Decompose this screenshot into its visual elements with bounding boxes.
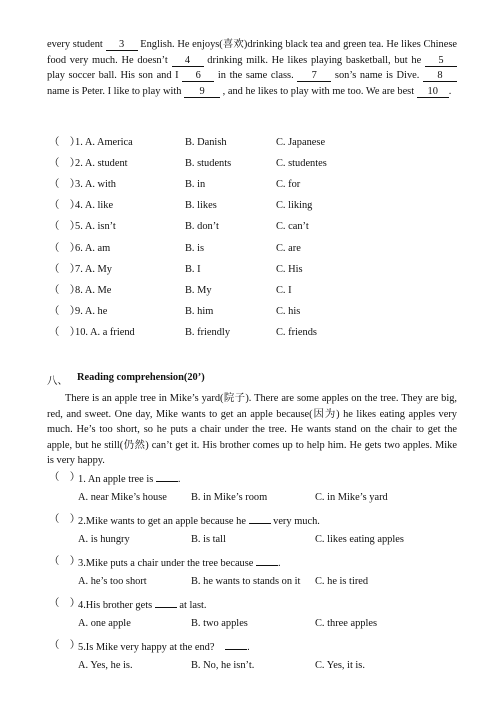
option-c: C. in Mike’s yard: [315, 492, 388, 503]
reading-passage: There is an apple tree in Mike’s yard(院子). There are some apples on the tree. They are big, red, and sweet. One day, Mike wants to get an apple because(因为) he likes eating apples very much. He’s too short, so he puts a chair under the tree. He wants stand on the chair to get the apple, but he still(仍然) can’t get it. His brother comes up to help him. He gets two apples. Mike is very happy.: [47, 393, 457, 467]
option-b: B. Danish: [185, 137, 227, 148]
passage-text: , and he likes to play with me too. We are best: [220, 85, 417, 97]
question-text: 1. An apple tree is: [78, 474, 156, 485]
passage-text: every student: [47, 39, 106, 50]
question-text: 3.Mike puts a chair under the tree because: [78, 558, 257, 569]
passage-text: son’s name is Dive.: [331, 70, 423, 81]
choice-question-row: [0, 263, 500, 277]
option-b: B. My: [185, 285, 212, 296]
option-a: 2. A. student: [75, 158, 128, 169]
option-b: B. two apples: [191, 618, 248, 629]
passage-text: drinking milk. He likes playing basketball, but he: [203, 54, 425, 66]
option-b: B. him: [185, 306, 214, 317]
option-a: 5. A. isn’t: [75, 221, 116, 232]
option-a: A. near Mike’s house: [78, 492, 167, 503]
blank-9: 9: [184, 86, 220, 98]
answer-parenthesis[interactable]: （ ）: [49, 179, 81, 190]
choice-question-row: [0, 157, 500, 171]
option-c: C. friends: [276, 327, 317, 338]
blank-3: 3: [106, 39, 138, 51]
option-b: B. likes: [185, 200, 217, 211]
choice-question-row: [0, 178, 500, 192]
option-b: B. I: [185, 264, 201, 275]
answer-parenthesis[interactable]: （ ）: [49, 137, 81, 148]
answer-parenthesis[interactable]: （ ）: [49, 640, 81, 651]
blank-4: 4: [172, 55, 204, 67]
question-blank[interactable]: [156, 471, 178, 482]
blank-5: 5: [425, 55, 457, 67]
choice-question-row: [0, 199, 500, 213]
answer-parenthesis[interactable]: （ ）: [49, 556, 81, 567]
blank-8: 8: [423, 70, 457, 82]
blank-10: 10: [417, 86, 449, 98]
reading-options: [0, 659, 500, 673]
option-a: 3. A. with: [75, 179, 116, 190]
blank-6: 6: [182, 70, 214, 82]
reading-options: [0, 533, 500, 547]
option-c: C. Yes, it is.: [315, 660, 365, 671]
option-b: B. students: [185, 158, 232, 169]
option-b: B. friendly: [185, 327, 231, 338]
passage-text: name is Peter. I like to play with: [47, 85, 185, 97]
answer-parenthesis[interactable]: （ ）: [49, 221, 81, 232]
question-text: 2.Mike wants to get an apple because he: [78, 516, 249, 527]
option-c: C. he is tired: [315, 576, 369, 587]
question-blank[interactable]: [249, 513, 271, 524]
passage-text: English. He enjoys(喜欢)drinking black tea and green tea. He likes Chinese food very much. He doesn’t: [47, 39, 457, 66]
choice-question-row: [0, 136, 500, 150]
option-b: B. No, he isn’t.: [191, 660, 255, 671]
passage-text: play soccer ball. His son and I: [47, 70, 183, 81]
answer-parenthesis[interactable]: （ ）: [49, 158, 81, 169]
passage-text: in the same class.: [214, 70, 298, 81]
option-b: B. is tall: [191, 534, 226, 545]
option-a: 6. A. am: [75, 243, 111, 254]
option-a: A. Yes, he is.: [78, 660, 133, 671]
question-blank[interactable]: [256, 555, 278, 566]
option-a: 4. A. like: [75, 200, 114, 211]
option-c: C. likes eating apples: [315, 534, 404, 545]
question-text: 4.His brother gets: [78, 600, 155, 611]
option-b: B. in Mike’s room: [191, 492, 268, 503]
answer-parenthesis[interactable]: （ ）: [49, 243, 81, 254]
option-c: C. liking: [276, 200, 313, 211]
option-a: 9. A. he: [75, 306, 108, 317]
answer-parenthesis[interactable]: （ ）: [49, 472, 81, 483]
answer-parenthesis[interactable]: （ ）: [49, 514, 81, 525]
blank-7: 7: [297, 70, 331, 82]
answer-parenthesis[interactable]: （ ）: [49, 264, 81, 275]
option-c: C. can’t: [276, 221, 309, 232]
answer-parenthesis[interactable]: （ ）: [49, 327, 81, 338]
option-c: C. are: [276, 243, 301, 254]
choice-question-row: [0, 326, 500, 340]
option-b: B. is: [185, 243, 205, 254]
section-title: Reading comprehension(20’): [77, 372, 205, 383]
option-c: C. for: [276, 179, 301, 190]
option-b: B. in: [185, 179, 206, 190]
reading-options: [0, 617, 500, 631]
reading-options: [0, 575, 500, 589]
answer-parenthesis[interactable]: （ ）: [49, 306, 81, 317]
option-a: A. one apple: [78, 618, 131, 629]
passage-text: .: [448, 85, 452, 97]
option-a: A. is hungry: [78, 534, 130, 545]
answer-parenthesis[interactable]: （ ）: [49, 200, 81, 211]
question-text-end: .: [247, 642, 250, 653]
option-b: B. don’t: [185, 221, 219, 232]
question-text: 5.Is Mike very happy at the end?: [78, 642, 218, 653]
option-a: 7. A. My: [75, 264, 112, 275]
section-number: 八、: [47, 376, 68, 387]
question-text-end: at last.: [176, 600, 207, 611]
reading-options: [0, 491, 500, 505]
option-c: C. His: [276, 264, 303, 275]
choice-question-row: [0, 305, 500, 319]
question-blank[interactable]: [225, 639, 247, 650]
option-c: C. studentes: [276, 158, 327, 169]
option-c: C. Japanese: [276, 137, 326, 148]
cloze-passage: [47, 37, 457, 99]
option-a: 8. A. Me: [75, 285, 112, 296]
question-text-end: very much.: [270, 516, 320, 527]
question-blank[interactable]: [155, 597, 177, 608]
option-b: B. he wants to stands on it: [191, 576, 301, 587]
question-text-end: .: [177, 474, 181, 485]
option-a: 1. A. America: [75, 137, 133, 148]
option-a: 10. A. a friend: [75, 327, 135, 338]
choice-question-row: [0, 284, 500, 298]
option-c: C. three apples: [315, 618, 378, 629]
choice-question-row: [0, 220, 500, 234]
option-c: C. his: [276, 306, 301, 317]
option-a: A. he’s too short: [78, 576, 147, 587]
option-c: C. I: [276, 285, 292, 296]
answer-parenthesis[interactable]: （ ）: [49, 285, 81, 296]
question-text-end: .: [278, 558, 281, 569]
choice-question-row: [0, 242, 500, 256]
answer-parenthesis[interactable]: （ ）: [49, 598, 81, 609]
